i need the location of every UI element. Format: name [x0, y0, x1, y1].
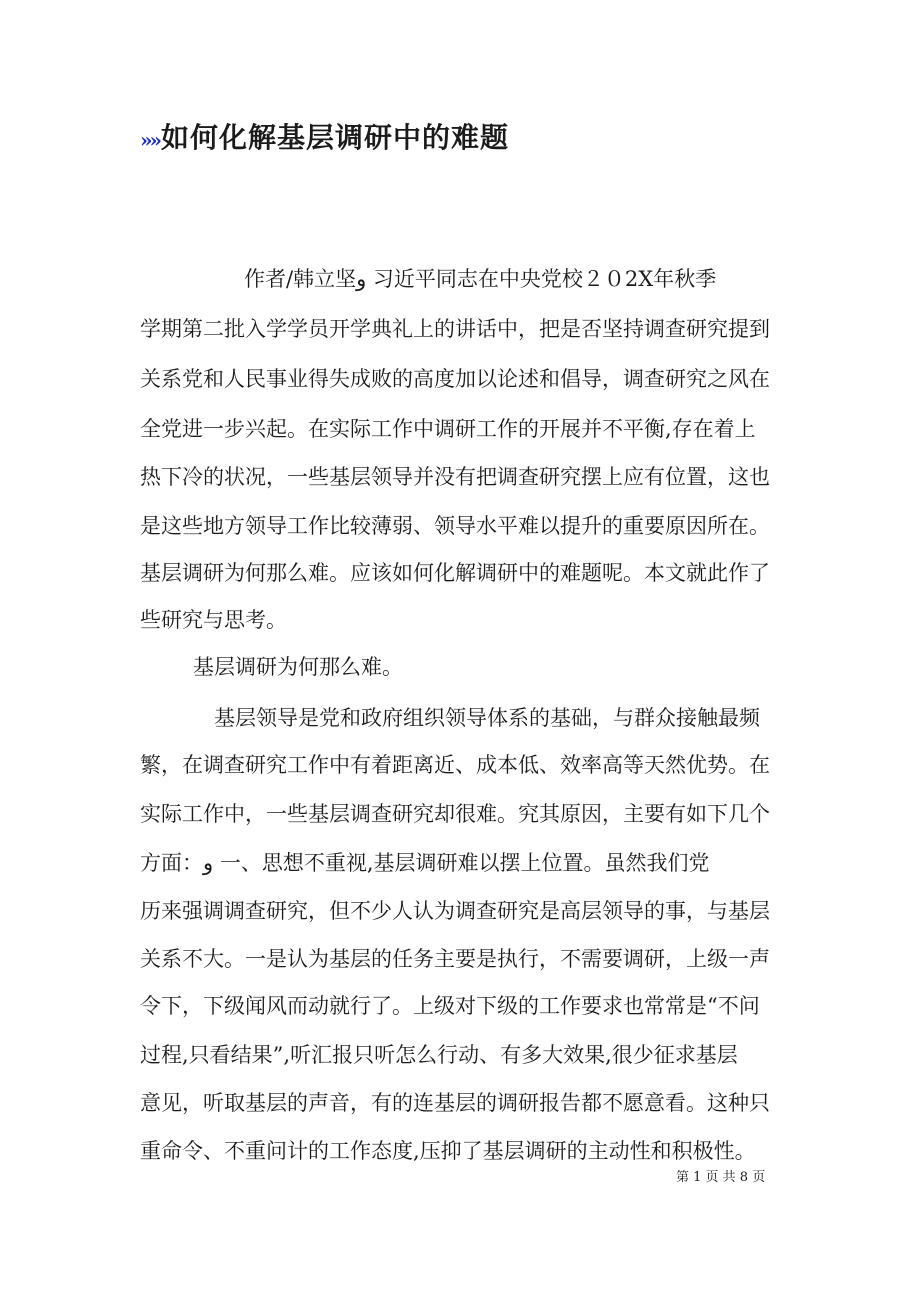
- paragraph-line: 热下冷的状况，一些基层领导并没有把调查研究摆上应有位置，这也: [140, 465, 770, 489]
- title-marker-icon: »»: [140, 128, 159, 152]
- paragraph-line: 全党进一步兴起。在实际工作中调研工作的开展并不平衡,存在着上: [140, 417, 756, 441]
- paragraph-line: 意见，听取基层的声音，有的连基层的调研报告都不愿意看。这种只: [140, 1091, 770, 1115]
- title-text: 如何化解基层调研中的难题: [161, 121, 510, 154]
- paragraph-line: 些研究与思考。: [140, 608, 287, 632]
- paragraph-line: 繁，在调查研究工作中有着距离近、成本低、效率高等天然优势。在: [140, 753, 770, 777]
- paragraph-line: 学期第二批入学学员开学典礼上的讲话中，把是否坚持调查研究提到: [140, 317, 770, 341]
- paragraph-line: 方面：و 一、思想不重视,基层调研难以摆上位置。虽然我们党: [140, 851, 710, 875]
- paragraph-line: 作者/韩立坚و 习近平同志在中央党校２０2X年秋季: [244, 267, 717, 291]
- page-number: 第 1 页 共 8 页: [676, 1170, 766, 1185]
- paragraph-line: 基层调研为何那么难。应该如何化解调研中的难题呢。本文就此作了: [140, 561, 770, 585]
- paragraph-line: 历来强调调查研究，但不少人认为调查研究是高层领导的事，与基层: [140, 899, 770, 923]
- paragraph-line: 是这些地方领导工作比较薄弱、领导水平难以提升的重要原因所在。: [140, 514, 770, 538]
- page-title: [140, 116, 509, 156]
- paragraph-line: 关系不大。一是认为基层的任务主要是执行，不需要调研，上级一声: [140, 947, 770, 971]
- paragraph-line: 关系党和人民事业得失成败的高度加以论述和倡导，调查研究之风在: [140, 367, 770, 391]
- paragraph-line: 实际工作中，一些基层调查研究却很难。究其原因，主要有如下几个: [140, 802, 770, 826]
- paragraph-line: 过程,只看结果”,听汇报只听怎么行动、有多大效果,很少征求基层: [140, 1043, 738, 1067]
- section-heading: 基层调研为何那么难。: [193, 655, 403, 679]
- paragraph-line: 令下，下级闻风而动就行了。上级对下级的工作要求也常常是“不问: [140, 994, 760, 1018]
- paragraph-line: 重命令、不重问计的工作态度,压抑了基层调研的主动性和积极性。: [140, 1139, 756, 1163]
- paragraph-line: 基层领导是党和政府组织领导体系的基础，与群众接触最频: [214, 706, 760, 730]
